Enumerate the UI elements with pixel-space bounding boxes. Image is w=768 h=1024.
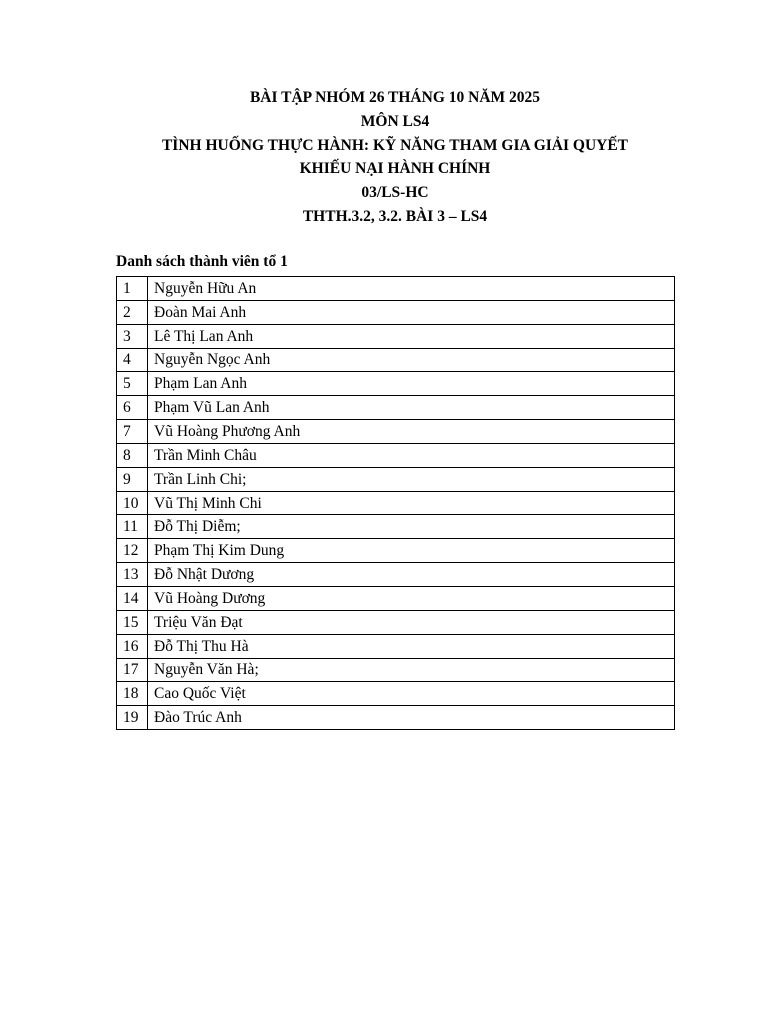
member-number-cell: 7 [117, 420, 148, 444]
heading-line-situation-cont: KHIẾU NẠI HÀNH CHÍNH [299, 160, 491, 178]
member-number-cell: 4 [117, 348, 148, 372]
heading-line-situation: TÌNH HUỐNG THỰC HÀNH: KỸ NĂNG THAM GIA GIẢI QUYẾT [161, 136, 629, 154]
table-row [117, 372, 675, 396]
table-row [117, 467, 675, 491]
member-number-cell: 2 [117, 300, 148, 324]
member-name-cell: Nguyễn Hữu An [148, 277, 675, 301]
member-table [116, 276, 675, 730]
member-name-cell: Đỗ Thị Diễm; [148, 515, 675, 539]
member-name-cell: Đỗ Thị Thu Hà [148, 634, 675, 658]
member-name-cell: Lê Thị Lan Anh [148, 324, 675, 348]
member-name-cell: Cao Quốc Việt [148, 682, 675, 706]
member-name-cell: Trần Linh Chi; [148, 467, 675, 491]
table-row [117, 634, 675, 658]
member-number-cell: 15 [117, 610, 148, 634]
member-number-cell: 9 [117, 467, 148, 491]
member-name-cell: Triệu Văn Đạt [148, 610, 675, 634]
member-number-cell: 12 [117, 539, 148, 563]
member-name-cell: Vũ Hoàng Dương [148, 586, 675, 610]
table-row [117, 586, 675, 610]
table-row [117, 443, 675, 467]
member-number-cell: 19 [117, 706, 148, 730]
member-name-cell: Phạm Lan Anh [148, 372, 675, 396]
table-row [117, 420, 675, 444]
member-number-cell: 14 [117, 586, 148, 610]
table-row [117, 539, 675, 563]
member-number-cell: 16 [117, 634, 148, 658]
member-number-cell: 17 [117, 658, 148, 682]
table-row [117, 277, 675, 301]
table-row [117, 658, 675, 682]
table-row [117, 610, 675, 634]
table-row [117, 515, 675, 539]
member-number-cell: 6 [117, 396, 148, 420]
member-number-cell: 3 [117, 324, 148, 348]
member-name-cell: Đỗ Nhật Dương [148, 563, 675, 587]
member-number-cell: 13 [117, 563, 148, 587]
table-row [117, 706, 675, 730]
member-table-body [117, 277, 675, 730]
heading-line-lesson: THTH.3.2, 3.2. BÀI 3 – LS4 [302, 207, 488, 225]
document-heading [0, 86, 768, 229]
member-number-cell: 5 [117, 372, 148, 396]
member-name-cell: Đào Trúc Anh [148, 706, 675, 730]
member-list-title: Danh sách thành viên tổ 1 [116, 253, 288, 270]
member-name-cell: Vũ Thị Minh Chi [148, 491, 675, 515]
member-number-cell: 1 [117, 277, 148, 301]
member-number-cell: 10 [117, 491, 148, 515]
heading-line-assignment: BÀI TẬP NHÓM 26 THÁNG 10 NĂM 2025 [249, 89, 541, 106]
member-number-cell: 18 [117, 682, 148, 706]
member-number-cell: 11 [117, 515, 148, 539]
heading-line-code: 03/LS-HC [361, 184, 429, 202]
table-row [117, 563, 675, 587]
member-name-cell: Phạm Vũ Lan Anh [148, 396, 675, 420]
table-row [117, 300, 675, 324]
table-row [117, 682, 675, 706]
table-row [117, 396, 675, 420]
table-row [117, 348, 675, 372]
member-name-cell: Vũ Hoàng Phương Anh [148, 420, 675, 444]
member-name-cell: Trần Minh Châu [148, 443, 675, 467]
member-name-cell: Nguyễn Văn Hà; [148, 658, 675, 682]
member-number-cell: 8 [117, 443, 148, 467]
member-name-cell: Đoàn Mai Anh [148, 300, 675, 324]
table-row [117, 324, 675, 348]
member-name-cell: Phạm Thị Kim Dung [148, 539, 675, 563]
heading-line-subject: MÔN LS4 [360, 112, 430, 130]
member-name-cell: Nguyễn Ngọc Anh [148, 348, 675, 372]
table-row [117, 491, 675, 515]
